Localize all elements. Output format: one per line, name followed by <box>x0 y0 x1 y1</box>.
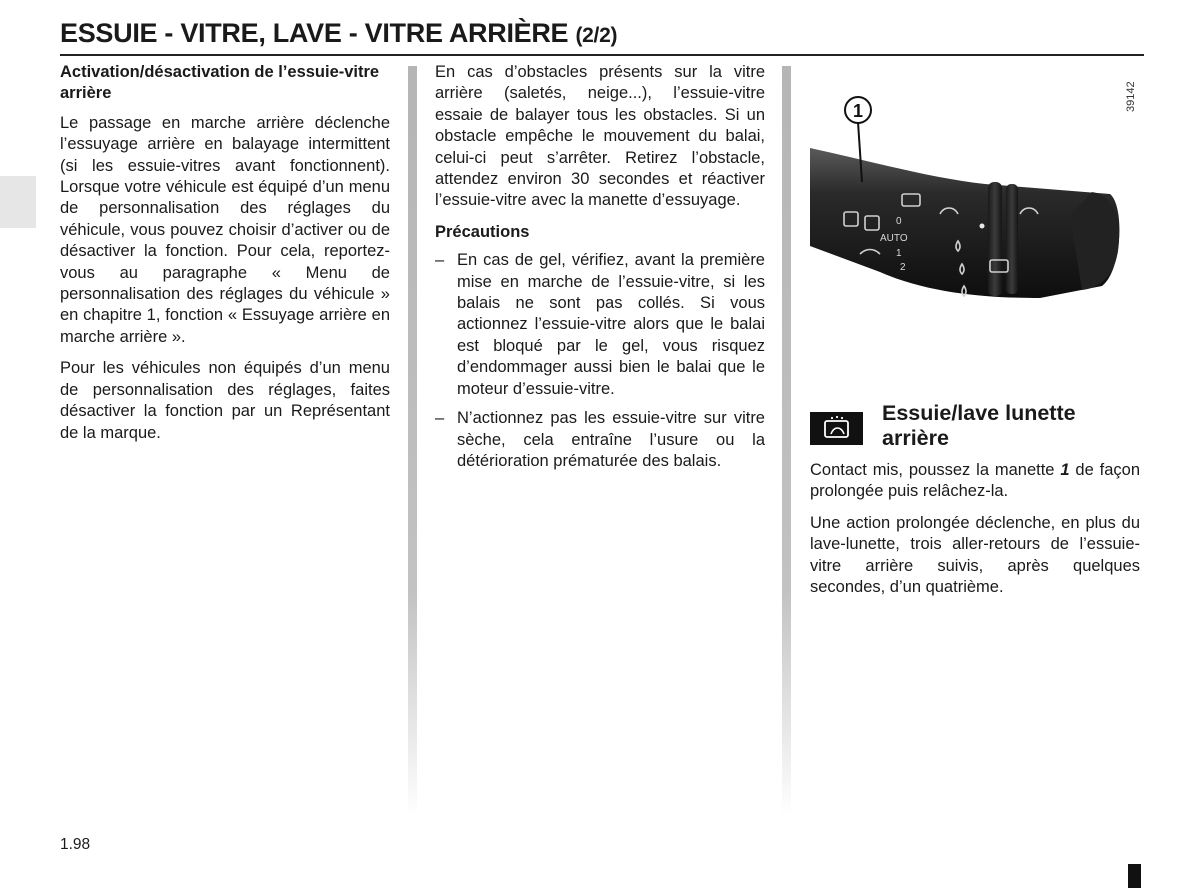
page-number: 1.98 <box>60 836 91 853</box>
activation-paragraph: Le passage en marche arrière déclenche l’essuyage arrière en balayage intermittent (si les essuie-vitres avant fonctionnent). Lorsque votre véhicule est équipé d’un menu de personnalisation des réglages du véhicule, vous pouvez choisir d’activer ou de désactiver la fonction. Pour cela, reportez-vous au paragraphe « Menu de personnalisation des réglages du véhicule » en chapitre 1, fonction « Essuyage arrière en marche arrière ». <box>60 113 390 346</box>
behaviour-paragraph: Une action prolongée déclenche, en plus du lave-lunette, trois aller-retours de l’essuie-vitre arrière suivis, après quelques secondes, d’un quatrième. <box>810 513 1140 597</box>
precautions-list <box>435 250 765 472</box>
dry-glass-precaution-text: N’actionnez pas les essuie-vitre sur vitre sèche, cela entraîne l’usure ou la détérioration prématurée des balais. <box>457 409 765 470</box>
list-item <box>435 408 765 472</box>
chapter-tab <box>0 176 36 228</box>
page-part-indicator: (2/2) <box>575 24 618 47</box>
activation-heading: Activation/désactivation de l’essuie-vitre arrière <box>60 63 380 103</box>
position-dot <box>980 224 985 229</box>
corner-mark <box>1128 864 1141 888</box>
stalk-label-zero: 0 <box>896 216 902 227</box>
column-divider <box>782 66 791 816</box>
column-divider <box>408 66 417 816</box>
list-item <box>435 250 765 400</box>
obstacles-paragraph: En cas d’obstacles présents sur la vitre arrière (saletés, neige...), l’essuie-vitre essaie de balayer tous les obstacles. Si un obstacle empêche le mouvement du balai, celui-ci peut s’arrêter. Retirez l’obstacle, attendez environ 30 secondes et réactiver l’essuie-vitre avec la manette d’essuyage. <box>435 63 765 210</box>
column-left <box>60 62 390 454</box>
instruction-text-start: Contact mis, poussez la manette <box>810 461 1061 479</box>
instruction-paragraph <box>810 460 1140 503</box>
wiper-stalk-illustration <box>810 66 1144 356</box>
dash-marker: – <box>435 409 445 428</box>
page-title-text: ESSUIE - VITRE, LAVE - VITRE ARRIÈRE <box>60 18 569 48</box>
figure-reference-text: 39142 <box>1125 81 1137 112</box>
rear-wash-wipe-heading: Essuie/lave lunette arrière <box>882 401 1076 450</box>
frost-precaution-text: En cas de gel, vérifiez, avant la première mise en marche de l’essuie-vitre, si les balais ne sont pas collés. Si vous actionnez l’essuie-vitre alors que le balai est bloqué par le gel, vous risquez d’endommager aussi bien le balai que le moteur d’essuie-vitre. <box>457 251 765 398</box>
stalk-label-one: 1 <box>896 248 902 259</box>
rotary-ring <box>1006 184 1018 294</box>
instruction-text-end: de façon prolongée puis relâchez-la. <box>810 461 1140 501</box>
page-title <box>60 18 617 49</box>
column-middle <box>435 62 765 480</box>
no-menu-paragraph: Pour les véhicules non équipés d’un menu de personnalisation des réglages, faites désactiver la fonction par un Représentant de la marque. <box>60 359 390 442</box>
stalk-reference: 1 <box>1060 461 1070 479</box>
precautions-heading: Précautions <box>435 222 530 241</box>
rear-wash-wipe-body <box>810 460 1140 608</box>
rotary-ring <box>988 182 1002 296</box>
title-rule <box>60 54 1144 56</box>
callout-number: 1 <box>852 101 864 121</box>
rear-wash-wipe-icon <box>810 412 863 445</box>
stalk-label-auto: AUTO <box>880 233 908 244</box>
stalk-label-two: 2 <box>900 262 906 273</box>
dash-marker: – <box>435 251 445 270</box>
